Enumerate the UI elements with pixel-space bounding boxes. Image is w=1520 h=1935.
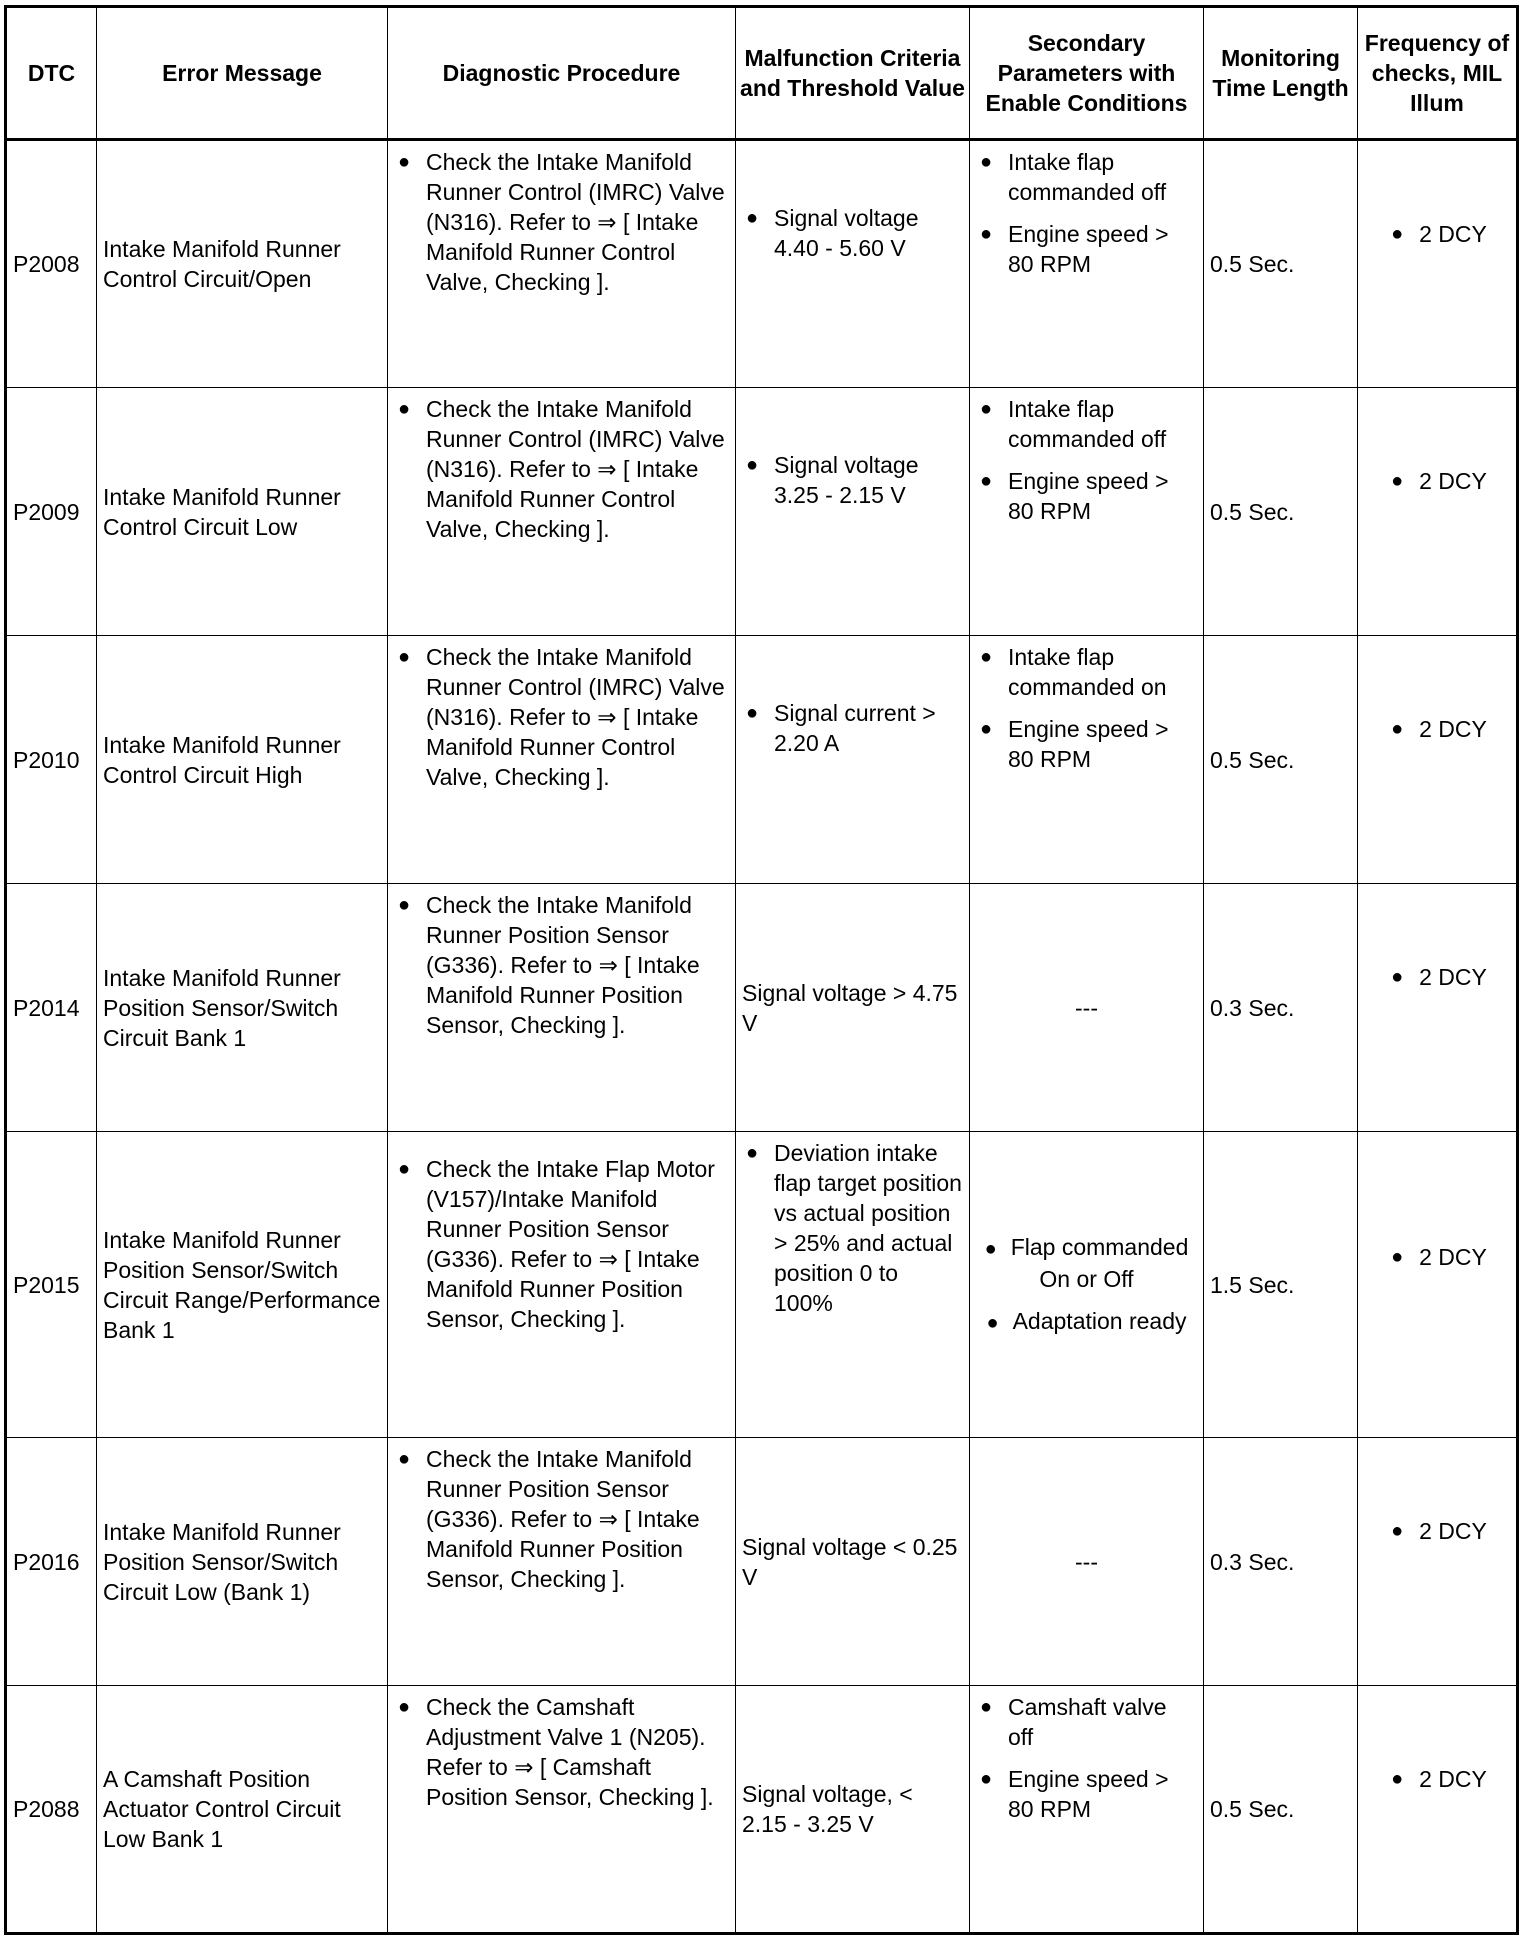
table-row bbox=[6, 1438, 1518, 1686]
header-diagnostic-procedure: Diagnostic Procedure bbox=[388, 7, 736, 140]
frequency-bullet: ● 2 DCY bbox=[1387, 219, 1487, 249]
secondary-parameters: --- bbox=[970, 884, 1204, 1132]
secondary-bullet: ● Flap commanded On or Off bbox=[976, 1232, 1197, 1294]
secondary-bullet: ● Intake flap commanded off bbox=[976, 394, 1197, 454]
monitoring-time: 0.3 Sec. bbox=[1204, 1438, 1358, 1686]
frequency-bullet: ● 2 DCY bbox=[1387, 962, 1487, 992]
error-message: Intake Manifold Runner Position Sensor/Switch Circuit Low (Bank 1) bbox=[97, 1438, 388, 1686]
dtc-code: P2088 bbox=[6, 1686, 97, 1934]
dtc-code: P2015 bbox=[6, 1132, 97, 1438]
malfunction-bullet: ● Signal voltage 4.40 - 5.60 V bbox=[742, 203, 963, 263]
table-row bbox=[6, 884, 1518, 1132]
secondary-bullet: ● Engine speed > 80 RPM bbox=[976, 1764, 1197, 1824]
error-message: A Camshaft Position Actuator Control Circuit Low Bank 1 bbox=[97, 1686, 388, 1934]
error-message: Intake Manifold Runner Position Sensor/Switch Circuit Range/Performance Bank 1 bbox=[97, 1132, 388, 1438]
frequency-bullet: ● 2 DCY bbox=[1387, 1516, 1487, 1546]
secondary-parameters bbox=[970, 1686, 1204, 1934]
malfunction-criteria bbox=[736, 388, 970, 636]
header-monitoring-time: Monitoring Time Length bbox=[1204, 7, 1358, 140]
procedure-bullet: ● Check the Camshaft Adjustment Valve 1 (N205). Refer to ⇒ [ Camshaft Position Sensor, Checking ]. bbox=[394, 1692, 729, 1812]
secondary-bullet: ● Intake flap commanded on bbox=[976, 642, 1197, 702]
frequency-bullet: ● 2 DCY bbox=[1387, 1764, 1487, 1794]
frequency-bullet: ● 2 DCY bbox=[1387, 466, 1487, 496]
table-row bbox=[6, 636, 1518, 884]
malfunction-bullet: ● Deviation intake flap target position vs actual position > 25% and actual position 0 to 100% bbox=[742, 1138, 963, 1318]
diagnostic-procedure bbox=[388, 884, 736, 1132]
secondary-parameters bbox=[970, 388, 1204, 636]
procedure-bullet: ● Check the Intake Manifold Runner Control (IMRC) Valve (N316). Refer to ⇒ [ Intake Manifold Runner Control Valve, Checking ]. bbox=[394, 642, 729, 792]
malfunction-criteria bbox=[736, 1132, 970, 1438]
malfunction-bullet: ● Signal current > 2.20 A bbox=[742, 698, 963, 758]
secondary-bullet: ● Engine speed > 80 RPM bbox=[976, 714, 1197, 774]
error-message: Intake Manifold Runner Control Circuit/Open bbox=[97, 140, 388, 388]
malfunction-bullet: ● Signal voltage 3.25 - 2.15 V bbox=[742, 450, 963, 510]
table-row bbox=[6, 140, 1518, 388]
procedure-bullet: ● Check the Intake Manifold Runner Control (IMRC) Valve (N316). Refer to ⇒ [ Intake Manifold Runner Control Valve, Checking ]. bbox=[394, 394, 729, 544]
procedure-bullet: ● Check the Intake Manifold Runner Position Sensor (G336). Refer to ⇒ [ Intake Manifold Runner Position Sensor, Checking ]. bbox=[394, 890, 729, 1040]
dtc-code: P2010 bbox=[6, 636, 97, 884]
header-malfunction-criteria: Malfunction Criteria and Threshold Value bbox=[736, 7, 970, 140]
procedure-bullet: ● Check the Intake Flap Motor (V157)/Intake Manifold Runner Position Sensor (G336). Refer to ⇒ [ Intake Manifold Runner Position Sensor, Checking ]. bbox=[394, 1154, 729, 1334]
dtc-table bbox=[4, 5, 1519, 1935]
monitoring-time: 0.3 Sec. bbox=[1204, 884, 1358, 1132]
dtc-code: P2009 bbox=[6, 388, 97, 636]
frequency bbox=[1358, 1132, 1518, 1438]
frequency-bullet: ● 2 DCY bbox=[1387, 714, 1487, 744]
procedure-bullet: ● Check the Intake Manifold Runner Position Sensor (G336). Refer to ⇒ [ Intake Manifold Runner Position Sensor, Checking ]. bbox=[394, 1444, 729, 1594]
diagnostic-procedure bbox=[388, 1686, 736, 1934]
secondary-bullet: ● Engine speed > 80 RPM bbox=[976, 219, 1197, 279]
secondary-bullet: ● Camshaft valve off bbox=[976, 1692, 1197, 1752]
header-dtc: DTC bbox=[6, 7, 97, 140]
error-message: Intake Manifold Runner Position Sensor/Switch Circuit Bank 1 bbox=[97, 884, 388, 1132]
secondary-parameters bbox=[970, 636, 1204, 884]
error-message: Intake Manifold Runner Control Circuit High bbox=[97, 636, 388, 884]
diagnostic-procedure bbox=[388, 636, 736, 884]
header-error-message: Error Message bbox=[97, 7, 388, 140]
secondary-parameters bbox=[970, 1132, 1204, 1438]
frequency-bullet: ● 2 DCY bbox=[1387, 1242, 1487, 1272]
dtc-code: P2008 bbox=[6, 140, 97, 388]
secondary-parameters: --- bbox=[970, 1438, 1204, 1686]
table-row bbox=[6, 1132, 1518, 1438]
diagnostic-procedure bbox=[388, 1438, 736, 1686]
secondary-bullet: ● Intake flap commanded off bbox=[976, 147, 1197, 207]
frequency bbox=[1358, 140, 1518, 388]
secondary-bullet: ● Adaptation ready bbox=[976, 1306, 1197, 1338]
header-secondary-parameters: Secondary Parameters with Enable Conditions bbox=[970, 7, 1204, 140]
frequency bbox=[1358, 636, 1518, 884]
frequency bbox=[1358, 884, 1518, 1132]
diagnostic-procedure bbox=[388, 1132, 736, 1438]
procedure-bullet: ● Check the Intake Manifold Runner Control (IMRC) Valve (N316). Refer to ⇒ [ Intake Manifold Runner Control Valve, Checking ]. bbox=[394, 147, 729, 297]
frequency bbox=[1358, 1438, 1518, 1686]
frequency bbox=[1358, 388, 1518, 636]
table-row bbox=[6, 388, 1518, 636]
diagnostic-procedure bbox=[388, 140, 736, 388]
malfunction-criteria bbox=[736, 636, 970, 884]
monitoring-time: 0.5 Sec. bbox=[1204, 388, 1358, 636]
malfunction-criteria: Signal voltage > 4.75 V bbox=[736, 884, 970, 1132]
header-frequency: Frequency of checks, MIL Illum bbox=[1358, 7, 1518, 140]
frequency bbox=[1358, 1686, 1518, 1934]
error-message: Intake Manifold Runner Control Circuit Low bbox=[97, 388, 388, 636]
dtc-code: P2014 bbox=[6, 884, 97, 1132]
secondary-bullet: ● Engine speed > 80 RPM bbox=[976, 466, 1197, 526]
diagnostic-procedure bbox=[388, 388, 736, 636]
table-row bbox=[6, 1686, 1518, 1934]
monitoring-time: 1.5 Sec. bbox=[1204, 1132, 1358, 1438]
monitoring-time: 0.5 Sec. bbox=[1204, 1686, 1358, 1934]
header-row bbox=[6, 7, 1518, 140]
monitoring-time: 0.5 Sec. bbox=[1204, 140, 1358, 388]
malfunction-criteria: Signal voltage, < 2.15 - 3.25 V bbox=[736, 1686, 970, 1934]
malfunction-criteria: Signal voltage < 0.25 V bbox=[736, 1438, 970, 1686]
dtc-code: P2016 bbox=[6, 1438, 97, 1686]
malfunction-criteria bbox=[736, 140, 970, 388]
secondary-parameters bbox=[970, 140, 1204, 388]
monitoring-time: 0.5 Sec. bbox=[1204, 636, 1358, 884]
